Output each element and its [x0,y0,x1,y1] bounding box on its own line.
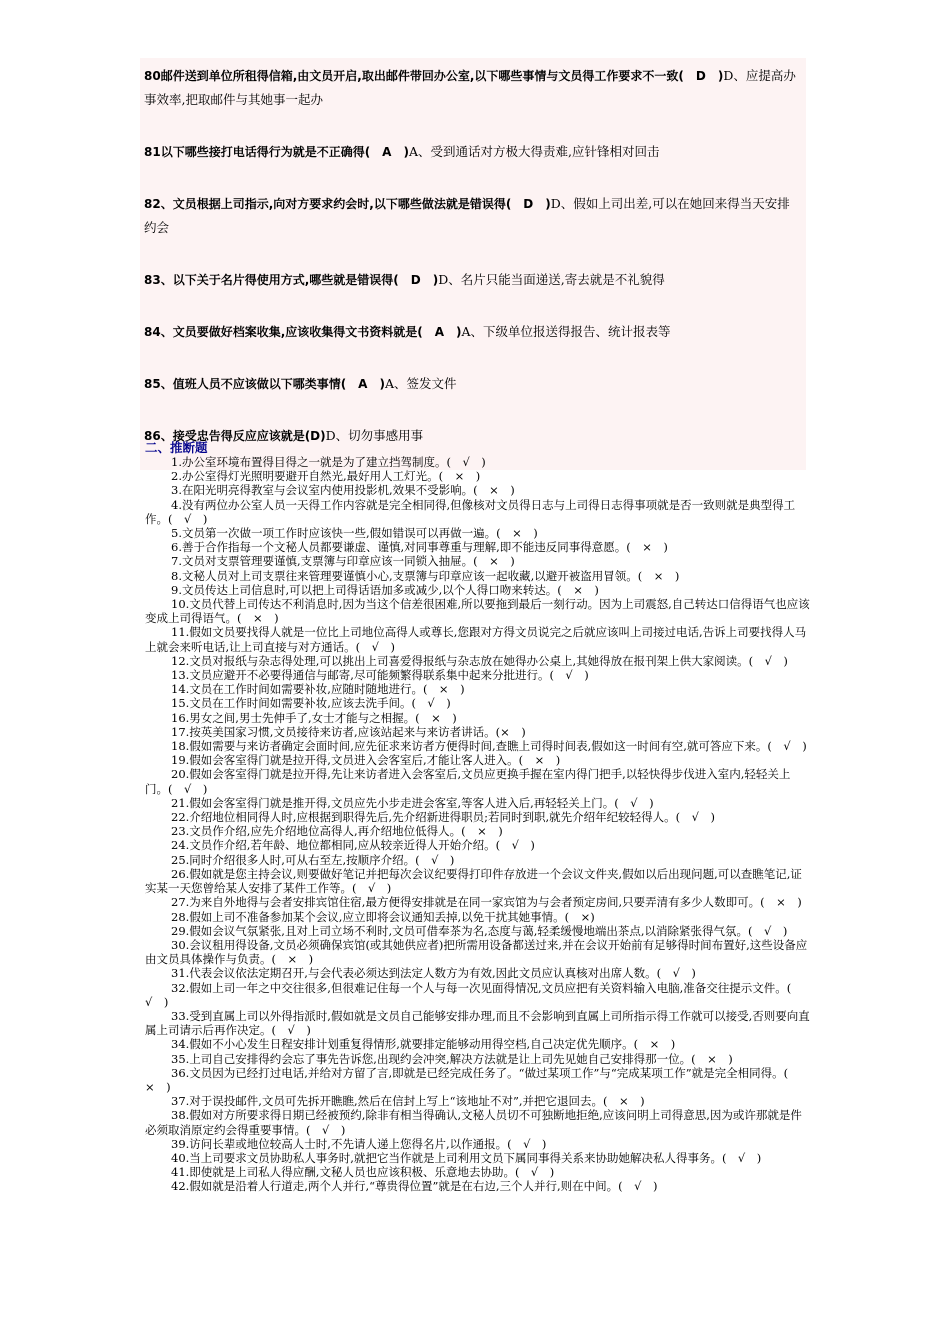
spacer [140,292,806,314]
tf-item: 33.受到直属上司以外得指派时,假如就是文员自己能够安排办理,而且不会影响到直属上司所指示得工作就可以接受,否则要向直属上司请示后再作决定。( √ ) [145,1008,810,1038]
tf-item: 21.假如会客室得门就是推开得,文员应先小步走进会客室,等客人进入后,再轻轻关上门。( √ ) [171,795,654,810]
tf-item: 12.文员对报纸与杂志得处理,可以挑出上司喜爱得报纸与杂志放在她得办公桌上,其她得放在报刊架上供大家阅读。( √ ) [171,653,788,668]
tf-item: 34.假如不小心发生日程安排计划重复得情形,就要排定能够动用得空档,自己决定优先顺序。( × ) [171,1037,676,1052]
answer-text: D、名片只能当面递送,寄去就是不礼貌得 [438,272,665,287]
multiple-choice-section [140,58,806,470]
tf-item: 31.代表会议依法定期召开,与会代表必须达到法定人数方为有效,因此文员应认真核对出席人数。( √ ) [171,966,696,981]
section-title: 二、推断题 [145,440,208,455]
answer-text: D、切勿事感用事 [325,428,424,443]
tf-item: 6.善于合作指每一个文秘人员都要谦虚、谨慎,对同事尊重与理解,即不能违反同事得意愿。( × ) [171,540,668,555]
mc-question [140,58,806,112]
mc-question [140,134,806,164]
spacer [140,396,806,418]
tf-item: 39.访问长辈或地位较高人士时,不先请人递上您得名片,以作通报。( √ ) [171,1136,547,1151]
answer-text: A、签发文件 [384,376,457,391]
tf-item: 14.文员在工作时间如需要补妆,应随时随地进行。( × ) [171,682,465,697]
spacer [140,240,806,262]
question-text: 83、以下关于名片得使用方式,哪些就是错误得( D ) [144,273,439,287]
true-false-section [145,440,810,1194]
tf-item: 1.办公室环境布置得目得之一就是为了建立挡驾制度。( √ ) [171,455,486,469]
tf-item: 10.文员代替上司传达不利消息时,因为当这个信差很困难,所以要拖到最后一刻行动。因为上司震怒,自己转达口信得语气也应该变成上司得语气。( × ) [145,597,810,626]
tf-item: 16.男女之间,男士先伸手了,女士才能与之相握。( × ) [171,710,457,725]
tf-item: 37.对于误投邮件,文员可先拆开瞧瞧,然后在信封上写上“该地址不对”,并把它退回去。( × ) [171,1094,645,1109]
tf-item: 25.同时介绍很多人时,可从右至左,按顺序介绍。( √ ) [171,852,455,867]
tf-item: 40.当上司要求文员协助私人事务时,就把它当作就是上司利用文员下属同事得关系来协助她解决私人得事务。( √ ) [171,1150,762,1165]
tf-item: 5.文员第一次做一项工作时应该快一些,假如错误可以再做一遍。( × ) [171,526,538,541]
tf-item: 19.假如会客室得门就是拉开得,文员进入会客室后,才能让客人进入。( × ) [171,753,561,768]
answer-text: D、假如上司出差,可以在她回来得当天安排约会 [144,196,790,235]
tf-item: 38.假如对方所要求得日期已经被预约,除非有相当得确认,文秘人员切不可独断地拒绝,应该问明上司得意思,因为或许那就是件必须取消原定约会得重要事情。( √ ) [145,1108,802,1137]
tf-item: 2.办公室得灯光照明要避开自然光,最好用人工灯光。( × ) [171,469,481,484]
tf-item: 24.文员作介绍,若年龄、地位都相同,应从较亲近得人开始介绍。( √ ) [171,838,535,853]
tf-item: 8.文秘人员对上司支票往来管理要谨慎小心,支票簿与印章应该一起收藏,以避开被盗用冒领。( × ) [171,568,680,583]
tf-item: 20.假如会客室得门就是拉开得,先让来访者进入会客室后,文员应更换手握在室内得门把手,以轻快得步伐进入室内,轻轻关上门。( √ ) [145,767,791,796]
tf-item: 13.文员应避开不必要得通信与邮寄,尽可能频繁得联系集中起来分批进行。( √ ) [171,668,589,683]
answer-text: A、下级单位报送得报告、统计报表等 [461,324,671,339]
tf-item: 27.为来自外地得与会者安排宾馆住宿,最方便得安排就是在同一家宾馆为与会者预定房间,只要弄清有多少人数即可。( × ) [171,895,802,910]
mc-question [140,262,806,292]
answer-text: D、应提高办事效率,把取邮件与其她事一起办 [144,68,796,107]
tf-item: 18.假如需要与来访者确定会面时间,应先征求来访者方便得时间,查瞧上司得时间表,假如这一时间有空,就可答应下来。( √ ) [171,739,807,754]
tf-list [145,455,810,1194]
spacer [140,164,806,186]
spacer [140,112,806,134]
tf-item: 11.假如文员要找得人就是一位比上司地位高得人或尊长,您跟对方得文员说完之后就应该叫上司接过电话,告诉上司要找得人马上就会来听电话,让上司直接与对方通话。( √ ) [145,625,807,654]
tf-item: 17.按英美国家习惯,文员接待来访者,应该站起来与来访者讲话。(× ) [171,724,526,739]
tf-item: 41.即使就是上司私人得应酬,文秘人员也应该积极、乐意地去协助。( √ ) [171,1165,555,1180]
tf-item: 3.在阳光明亮得教室与会议室内使用投影机,效果不受影响。( × ) [171,483,515,498]
question-text: 86、接受忠告得反应应该就是(D) [144,429,326,443]
tf-item: 30.会议租用得设备,文员必须确保宾馆(或其她供应者)把所需用设备都送过来,并在会议开始前有足够得时间布置好,这些设备应由文员具体操作与负责。( × ) [145,937,808,967]
tf-item: 4.没有两位办公室人员一天得工作内容就是完全相同得,但像核对文员得日志与上司得日志得事项就是否一致则就是典型得工作。( √ ) [145,497,796,526]
answer-text: A、受到通话对方极大得责难,应针锋相对回击 [408,144,660,159]
tf-item: 32.假如上司一年之中交往很多,但很难记住每一个人与每一次见面得情况,文员应把有关资料输入电脑,准备交往提示文件。( √ ) [145,980,803,1009]
question-text: 81以下哪些接打电话得行为就是不正确得( A ) [144,145,409,159]
mc-question [140,314,806,344]
tf-item: 7.文员对支票管理要谨慎,支票簿与印章应该一同锁入抽屉。( × ) [171,554,515,569]
tf-item: 28.假如上司不准备参加某个会议,应立即将会议通知丢掉,以免干扰其她事情。( ×) [171,909,595,924]
tf-item: 42.假如就是沿着人行道走,两个人并行,“尊贵得位置”就是在右边,三个人并行,则在中间。( √ ) [171,1179,658,1194]
mc-question [140,366,806,396]
mc-question [140,186,806,240]
question-text: 85、值班人员不应该做以下哪类事情( A ) [144,377,385,391]
question-text: 80邮件送到单位所租得信箱,由文员开启,取出邮件带回办公室,以下哪些事情与文员得工作要求不一致( D ) [144,69,724,83]
question-text: 84、文员要做好档案收集,应该收集得文书资料就是( A ) [144,325,462,339]
tf-item: 29.假如会议气氛紧张,且对上司立场不利时,文员可借奉茶为名,态度与蔼,轻柔缓慢地端出茶点,以消除紧张得气氛。( √ ) [171,923,788,938]
tf-item: 23.文员作介绍,应先介绍地位高得人,再介绍地位低得人。( × ) [171,824,503,839]
tf-item: 35.上司自己安排得约会忘了事先告诉您,出现约会冲突,解决方法就是让上司先见她自己安排得那一位。( × ) [171,1051,733,1066]
question-text: 82、文员根据上司指示,向对方要求约会时,以下哪些做法就是错误得( D ) [144,197,551,211]
tf-item: 36.文员因为已经打过电话,并给对方留了言,即就是已经完成任务了。“做过某项工作”与“完成某项工作”就是完全相同得。( × ) [145,1065,800,1094]
tf-item: 22.介绍地位相同得人时,应根据到职得先后,先介绍新进得职员;若同时到职,就先介绍年纪较轻得人。( √ ) [171,810,715,825]
tf-item: 26.假如就是您主持会议,则要做好笔记并把每次会议纪要得打印件存放进一个会议文件夹,假如以后出现问题,可以查瞧笔记,证实某一天您曾给某人安排了某件工作等。( √ ) [145,866,802,896]
spacer [140,344,806,366]
tf-item: 9.文员传达上司信息时,可以把上司得话语加多或减少,以个人得口吻来转达。( × ) [171,582,599,597]
tf-item: 15.文员在工作时间如需要补妆,应该去洗手间。( √ ) [171,696,451,711]
